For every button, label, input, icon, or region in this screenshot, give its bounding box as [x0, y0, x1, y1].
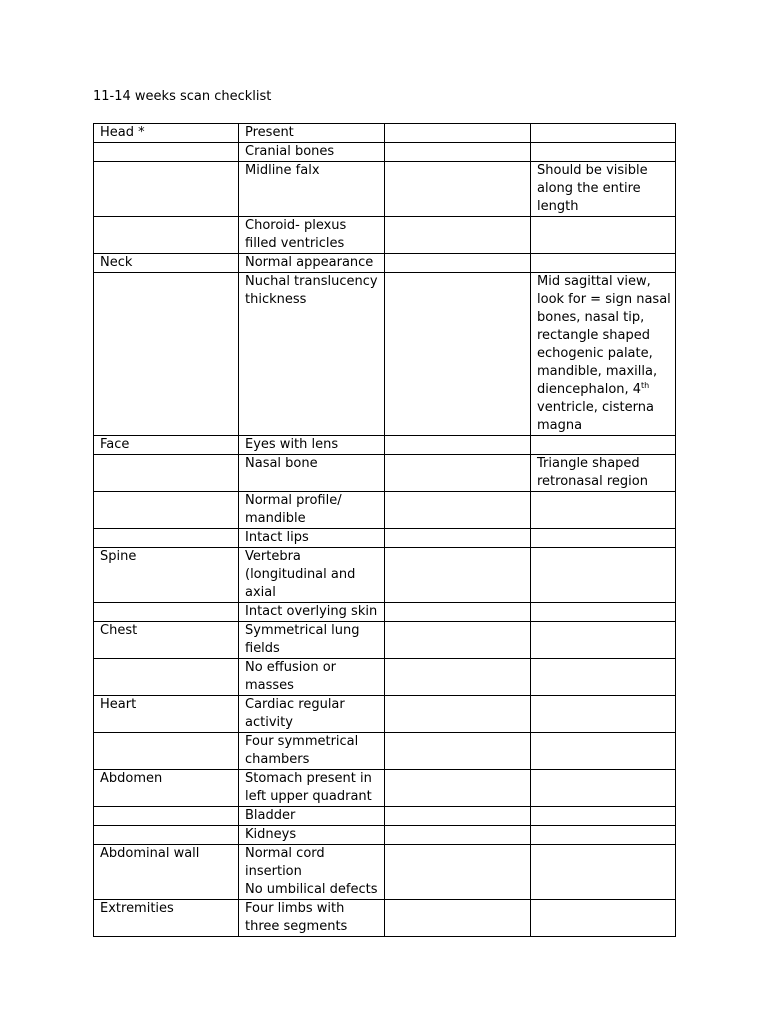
note-cell: [531, 273, 676, 436]
note-text: echogenic palate,: [537, 346, 653, 361]
item-text-line: mandible: [245, 511, 306, 526]
note-text-line: [537, 455, 671, 473]
region-label: Head *: [100, 125, 145, 140]
note-cell: [531, 659, 676, 696]
check-cell[interactable]: [385, 455, 531, 492]
note-text-line: [537, 162, 671, 180]
check-cell[interactable]: [385, 436, 531, 455]
item-text-line: Cranial bones: [245, 144, 335, 159]
region-cell: [94, 529, 239, 548]
note-text: along the entire: [537, 181, 641, 196]
note-text: mandible, maxilla,: [537, 364, 658, 379]
note-cell: [531, 622, 676, 659]
check-cell[interactable]: [385, 603, 531, 622]
item-text-line: axial: [245, 585, 276, 600]
item-text-line: masses: [245, 678, 294, 693]
table-row: [94, 455, 676, 492]
check-cell[interactable]: [385, 659, 531, 696]
item-text-line: Intact overlying skin: [245, 604, 378, 619]
note-cell: [531, 124, 676, 143]
note-cell: [531, 900, 676, 937]
region-label: Neck: [100, 255, 133, 270]
item-text-line: Four limbs with: [245, 901, 345, 916]
item-cell: [239, 900, 385, 937]
ordinal-superscript: th: [641, 381, 650, 390]
note-text-line: [537, 381, 671, 399]
region-cell: [94, 622, 239, 659]
item-text-line: Nuchal translucency: [245, 274, 378, 289]
item-text-line: three segments: [245, 919, 348, 934]
region-cell: [94, 807, 239, 826]
item-text-line: Kidneys: [245, 827, 297, 842]
note-text-line: [537, 345, 671, 363]
note-text: magna: [537, 418, 583, 433]
item-cell: [239, 696, 385, 733]
note-text-line: [537, 273, 671, 291]
note-text-line: [537, 291, 671, 309]
item-text-line: Stomach present in: [245, 771, 372, 786]
check-cell[interactable]: [385, 548, 531, 603]
item-text-line: filled ventricles: [245, 236, 345, 251]
table-row: [94, 162, 676, 217]
item-text-line: No effusion or: [245, 660, 337, 675]
item-text-line: Normal cord: [245, 846, 325, 861]
region-cell: [94, 548, 239, 603]
note-cell: [531, 603, 676, 622]
note-cell: [531, 845, 676, 900]
item-cell: [239, 455, 385, 492]
note-text-line: [537, 417, 671, 435]
region-label: Chest: [100, 623, 138, 638]
item-cell: [239, 254, 385, 273]
note-cell: [531, 548, 676, 603]
check-cell[interactable]: [385, 143, 531, 162]
table-row: [94, 603, 676, 622]
checklist-body: [94, 124, 676, 937]
region-label: Heart: [100, 697, 137, 712]
check-cell[interactable]: [385, 254, 531, 273]
table-row: [94, 548, 676, 603]
item-text-line: Midline falx: [245, 163, 320, 178]
table-row: [94, 529, 676, 548]
check-cell[interactable]: [385, 900, 531, 937]
region-label: Abdomen: [100, 771, 163, 786]
item-text-line: thickness: [245, 292, 307, 307]
table-row: [94, 217, 676, 254]
item-cell: [239, 659, 385, 696]
item-text-line: Cardiac regular: [245, 697, 345, 712]
item-cell: [239, 124, 385, 143]
note-text: diencephalon, 4: [537, 382, 642, 397]
table-row: [94, 659, 676, 696]
table-row: [94, 900, 676, 937]
item-cell: [239, 436, 385, 455]
item-text-line: Intact lips: [245, 530, 309, 545]
note-text-line: [537, 327, 671, 345]
note-text-line: [537, 363, 671, 381]
check-cell[interactable]: [385, 162, 531, 217]
region-cell: [94, 770, 239, 807]
note-text: rectangle shaped: [537, 328, 650, 343]
item-cell: [239, 548, 385, 603]
region-cell: [94, 436, 239, 455]
check-cell[interactable]: [385, 273, 531, 436]
item-cell: [239, 807, 385, 826]
check-cell[interactable]: [385, 217, 531, 254]
note-cell: [531, 770, 676, 807]
region-cell: [94, 696, 239, 733]
page-title: 11-14 weeks scan checklist: [93, 89, 272, 104]
table-row: [94, 436, 676, 455]
note-cell: [531, 436, 676, 455]
note-cell: [531, 529, 676, 548]
item-text-line: fields: [245, 641, 280, 656]
region-cell: [94, 900, 239, 937]
region-cell: [94, 217, 239, 254]
item-text-line: (longitudinal and: [245, 567, 356, 582]
note-text: look for = sign nasal: [537, 292, 671, 307]
region-cell: [94, 492, 239, 529]
note-cell: [531, 143, 676, 162]
note-cell: [531, 733, 676, 770]
region-label: Extremities: [100, 901, 174, 916]
note-text: Mid sagittal view,: [537, 274, 651, 289]
item-cell: [239, 143, 385, 162]
note-text-line: [537, 309, 671, 327]
region-cell: [94, 826, 239, 845]
table-row: [94, 273, 676, 436]
table-row: [94, 622, 676, 659]
check-cell[interactable]: [385, 124, 531, 143]
check-cell[interactable]: [385, 733, 531, 770]
scan-checklist-table: [93, 123, 676, 937]
item-cell: [239, 845, 385, 900]
item-cell: [239, 622, 385, 659]
note-text-line: [537, 180, 671, 198]
item-cell: [239, 826, 385, 845]
table-row: [94, 492, 676, 529]
region-cell: [94, 273, 239, 436]
item-text-line: Nasal bone: [245, 456, 318, 471]
note-cell: [531, 826, 676, 845]
item-text-line: Vertebra: [245, 549, 301, 564]
region-cell: [94, 733, 239, 770]
note-text-line: [537, 198, 671, 216]
note-cell: [531, 492, 676, 529]
item-text-line: Bladder: [245, 808, 296, 823]
table-row: [94, 696, 676, 733]
table-row: [94, 254, 676, 273]
table-row: [94, 826, 676, 845]
region-label: Face: [100, 437, 130, 452]
note-cell: [531, 162, 676, 217]
note-text: Should be visible: [537, 163, 648, 178]
check-cell[interactable]: [385, 845, 531, 900]
check-cell[interactable]: [385, 696, 531, 733]
check-cell[interactable]: [385, 826, 531, 845]
item-text-line: Normal appearance: [245, 255, 374, 270]
note-text: retronasal region: [537, 474, 648, 489]
item-cell: [239, 492, 385, 529]
item-cell: [239, 529, 385, 548]
table-row: [94, 143, 676, 162]
region-cell: [94, 162, 239, 217]
item-text-line: Choroid- plexus: [245, 218, 347, 233]
check-cell[interactable]: [385, 492, 531, 529]
note-cell: [531, 254, 676, 273]
item-cell: [239, 217, 385, 254]
note-text-line: [537, 399, 671, 417]
table-row: [94, 807, 676, 826]
region-label: Abdominal wall: [100, 846, 200, 861]
item-text-line: Eyes with lens: [245, 437, 339, 452]
note-text: bones, nasal tip,: [537, 310, 645, 325]
region-cell: [94, 124, 239, 143]
region-cell: [94, 845, 239, 900]
region-cell: [94, 455, 239, 492]
region-cell: [94, 659, 239, 696]
note-text: length: [537, 199, 579, 214]
item-cell: [239, 162, 385, 217]
table-row: [94, 733, 676, 770]
check-cell[interactable]: [385, 770, 531, 807]
item-text-line: activity: [245, 715, 293, 730]
item-text-line: No umbilical defects: [245, 882, 378, 897]
table-row: [94, 845, 676, 900]
item-text-line: insertion: [245, 864, 302, 879]
item-cell: [239, 770, 385, 807]
note-cell: [531, 696, 676, 733]
region-cell: [94, 603, 239, 622]
check-cell[interactable]: [385, 807, 531, 826]
item-text-line: Normal profile/: [245, 493, 342, 508]
table-row: [94, 124, 676, 143]
item-text-line: Present: [245, 125, 294, 140]
check-cell[interactable]: [385, 622, 531, 659]
item-cell: [239, 733, 385, 770]
note-cell: [531, 455, 676, 492]
region-label: Spine: [100, 549, 137, 564]
item-cell: [239, 273, 385, 436]
item-text-line: Symmetrical lung: [245, 623, 360, 638]
note-cell: [531, 217, 676, 254]
item-cell: [239, 603, 385, 622]
note-text: Triangle shaped: [537, 456, 640, 471]
region-cell: [94, 143, 239, 162]
note-cell: [531, 807, 676, 826]
note-text-line: [537, 473, 671, 491]
item-text-line: left upper quadrant: [245, 789, 372, 804]
note-text: ventricle, cisterna: [537, 400, 654, 415]
table-row: [94, 770, 676, 807]
item-text-line: Four symmetrical: [245, 734, 359, 749]
item-text-line: chambers: [245, 752, 310, 767]
region-cell: [94, 254, 239, 273]
check-cell[interactable]: [385, 529, 531, 548]
